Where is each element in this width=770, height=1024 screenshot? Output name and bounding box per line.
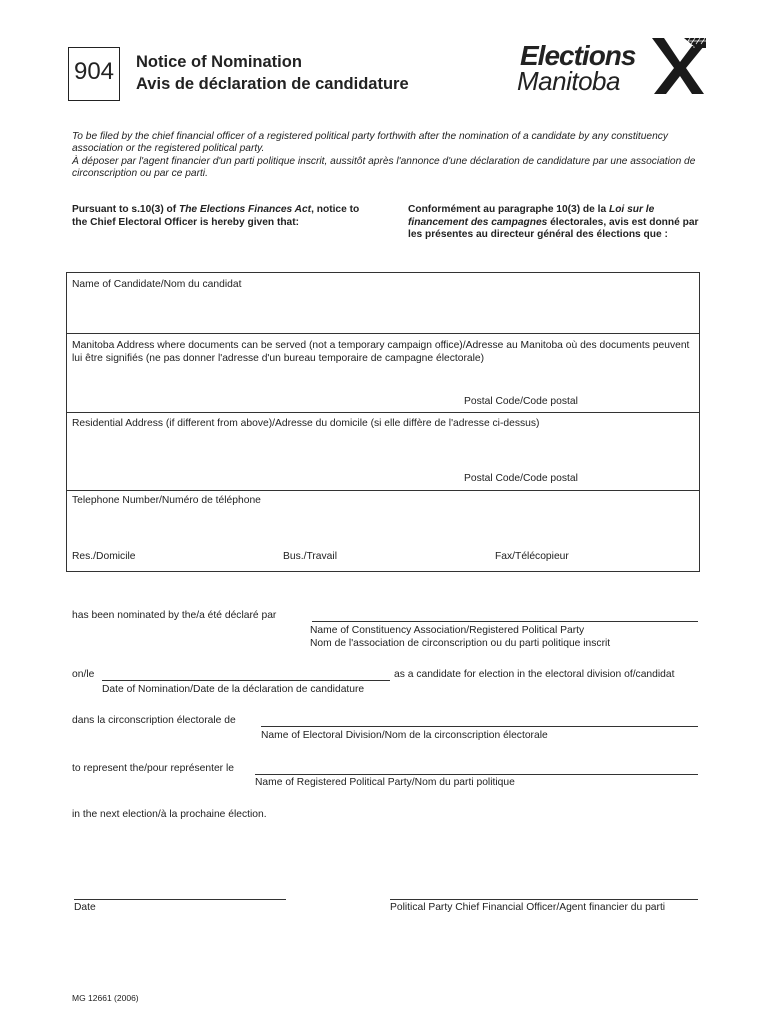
officer-signature-label: Political Party Chief Financial Officer/Agent financier du parti [390, 902, 666, 913]
logo-manitoba: Manitoba [517, 66, 620, 96]
postal-code-label: Postal Code/Code postal [464, 473, 578, 484]
nomination-date-input[interactable] [102, 680, 390, 681]
residential-address-field[interactable]: Residential Address (if different from above)/Adresse du domicile (si elle diffère de l'adresse ci-dessus) [72, 418, 540, 429]
party-input[interactable] [255, 774, 698, 775]
pursuant-english: Pursuant to s.10(3) of The Elections Finances Act, notice to the Chief Electoral Officer is hereby given that: [72, 204, 360, 228]
party-label: Name of Registered Political Party/Nom du parti politique [255, 777, 515, 788]
nomination-date-label: Date of Nomination/Date de la déclaration de candidature [102, 684, 365, 695]
date-signature-input[interactable] [74, 899, 286, 900]
next-election-label: in the next election/à la prochaine élection. [72, 809, 267, 820]
association-label-en: Name of Constituency Association/Registered Political Party [310, 625, 585, 636]
form-code: MG 12661 (2006) [72, 993, 139, 1003]
divider [66, 490, 700, 491]
intro-english: To be filed by the chief financial officer of a registered political party forthwith after the nomination of a candidate by any constituency association or the registered political party. [72, 131, 668, 154]
form-number: 904 [73, 58, 115, 85]
telephone-field[interactable]: Telephone Number/Numéro de téléphone [72, 495, 261, 506]
dans-label: dans la circonscription électorale de [72, 715, 236, 726]
electoral-division-input[interactable] [261, 726, 698, 727]
intro-french: À déposer par l'agent financier d'un parti politique inscrit, aussitôt après l'annonce d'une déclaration de candidature par une association de circonscription ou par ce parti. [72, 156, 696, 179]
on-label: on/le [72, 669, 95, 680]
represent-label: to represent the/pour représenter le [72, 763, 234, 774]
title-english: Notice of Nomination [136, 53, 302, 71]
fax-label: Fax/Télécopieur [495, 551, 569, 562]
candidate-name-field[interactable]: Name of Candidate/Nom du candidat [72, 279, 242, 290]
logo-x-icon [640, 38, 706, 94]
title-french: Avis de déclaration de candidature [136, 75, 409, 93]
pursuant-french: Conformément au paragraphe 10(3) de la Loi sur le financement des campagnes électorales, avis est donné par les présentes au directeur général des élections que : [408, 204, 699, 240]
as-candidate-label: as a candidate for election in the electoral division of/candidat [394, 669, 675, 680]
association-input[interactable] [312, 621, 698, 622]
logo-elections: Elections [520, 40, 636, 71]
bus-phone-label: Bus./Travail [283, 551, 337, 562]
officer-signature-input[interactable] [390, 899, 698, 900]
res-phone-label: Res./Domicile [72, 551, 136, 562]
date-signature-label: Date [74, 902, 96, 913]
divider [66, 412, 700, 413]
manitoba-address-field[interactable]: Manitoba Address where documents can be served (not a temporary campaign office)/Adresse au Manitoba où des documents peuvent lui être signifiés (ne pas donner l'adresse d'un bureau temporaire de campagne électorale) [72, 340, 690, 364]
association-label-fr: Nom de l'association de circonscription ou du parti politique inscrit [310, 638, 611, 649]
postal-code-label: Postal Code/Code postal [464, 396, 578, 407]
electoral-division-label: Name of Electoral Division/Nom de la circonscription électorale [261, 730, 548, 741]
nominated-by-label: has been nominated by the/a été déclaré par [72, 610, 277, 621]
divider [66, 333, 700, 334]
